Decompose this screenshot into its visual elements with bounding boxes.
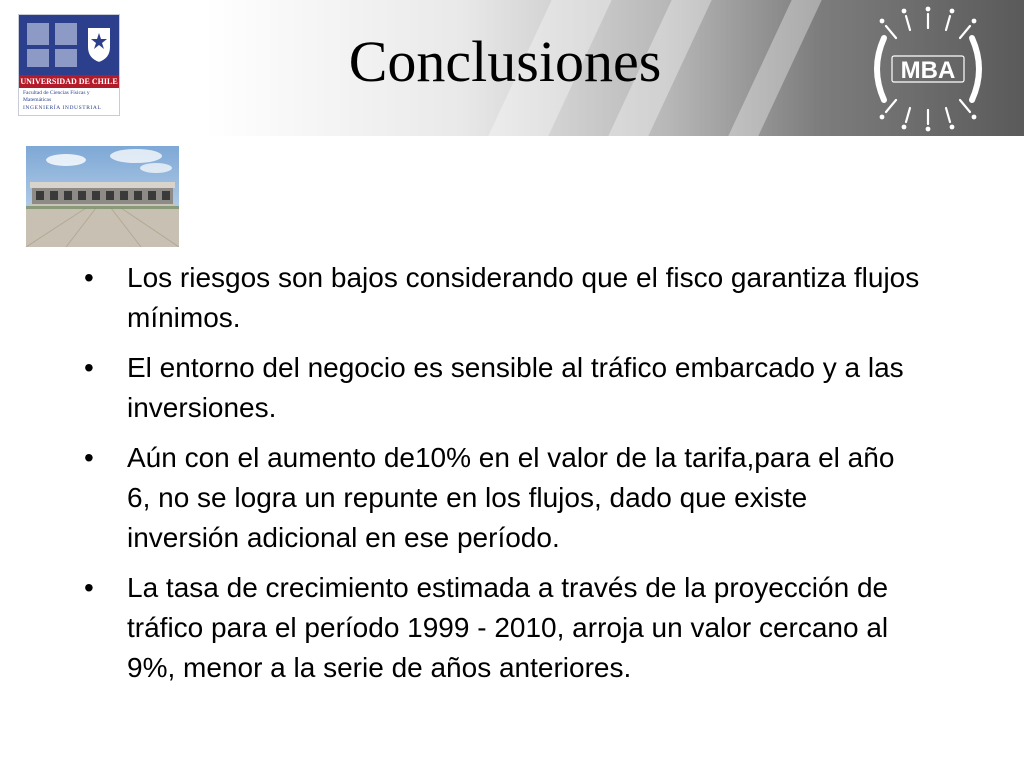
university-name: UNIVERSIDAD DE CHILE <box>20 77 118 86</box>
slide-header <box>0 0 1024 136</box>
list-item: • La tasa de crecimiento estimada a través de la proyección de tráfico para el período 1999 - 2010, arroja un valor cercano al 9%, menor a la serie de años anteriores. <box>80 568 920 688</box>
page-title: Conclusiones <box>348 29 662 94</box>
mba-logo-text: MBA <box>900 57 956 84</box>
university-logo <box>18 14 120 116</box>
bullet-list <box>80 258 920 698</box>
list-item: • El entorno del negocio es sensible al tráfico embarcado y a las inversiones. <box>80 348 920 428</box>
university-department: INGENIERÍA INDUSTRIAL <box>23 105 102 111</box>
airport-terminal-photo <box>26 146 179 247</box>
university-crest-icon <box>19 15 119 75</box>
mba-logo-icon <box>858 2 998 136</box>
list-item: • Los riesgos son bajos considerando que el fisco garantiza flujos mínimos. <box>80 258 920 338</box>
list-item: • Aún con el aumento de10% en el valor de la tarifa,para el año 6, no se logra un repunte en los flujos, dado que existe inversión adicional en ese período. <box>80 438 920 558</box>
university-faculty: Facultad de Ciencias Físicas y Matemáticas <box>23 90 90 103</box>
